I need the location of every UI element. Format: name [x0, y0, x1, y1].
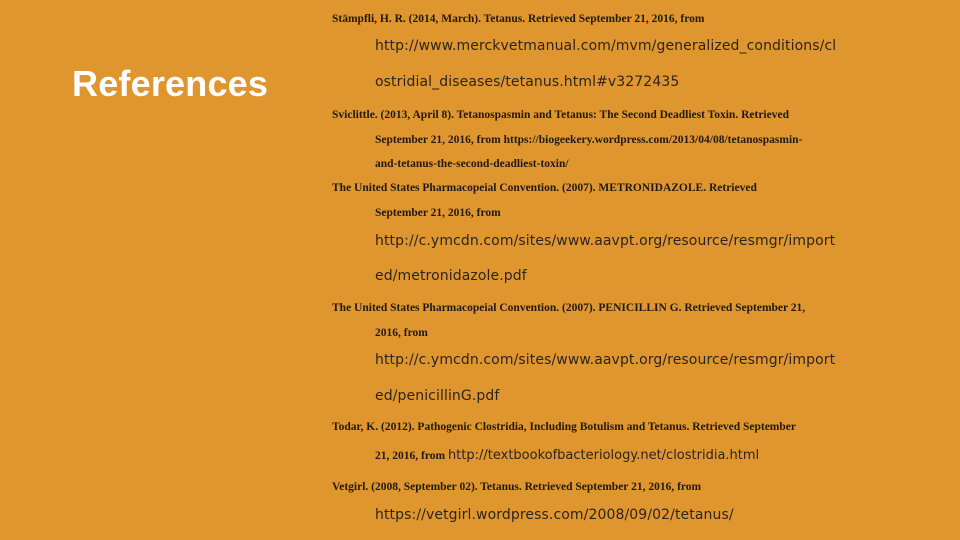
reference-citation-line: 2016, from: [375, 327, 428, 339]
reference-citation-line: Todar, K. (2012). Pathogenic Clostridia, Including Botulism and Tetanus. Retrieved September: [332, 421, 796, 433]
reference-citation-text: 21, 2016, from: [375, 450, 446, 462]
reference-url[interactable]: http://www.merckvetmanual.com/mvm/generalized_conditions/cl: [375, 38, 837, 54]
reference-url[interactable]: ed/metronidazole.pdf: [375, 268, 527, 284]
reference-citation-line: Vetgirl. (2008, September 02). Tetanus. Retrieved September 21, 2016, from: [332, 481, 702, 493]
reference-url[interactable]: ostridial_diseases/tetanus.html#v3272435: [375, 74, 680, 90]
reference-citation-line: and-tetanus-the-second-deadliest-toxin/: [375, 158, 569, 170]
reference-citation-line: The United States Pharmacopeial Convention. (2007). PENICILLIN G. Retrieved September 21,: [332, 302, 806, 314]
reference-url[interactable]: http://c.ymcdn.com/sites/www.aavpt.org/resource/resmgr/import: [375, 233, 836, 249]
reference-citation-line: Stämpfli, H. R. (2014, March). Tetanus. Retrieved September 21, 2016, from: [332, 13, 705, 25]
reference-url[interactable]: ed/penicillinG.pdf: [375, 388, 500, 404]
reference-citation-line: September 21, 2016, from https://biogeekery.wordpress.com/2013/04/08/tetanospasmin-: [375, 134, 803, 146]
reference-url[interactable]: https://vetgirl.wordpress.com/2008/09/02/tetanus/: [375, 507, 734, 523]
reference-citation-line: September 21, 2016, from: [375, 207, 501, 219]
slide-title: References: [72, 63, 269, 104]
reference-url[interactable]: http://textbookofbacteriology.net/clostridia.html: [447, 448, 760, 463]
reference-citation-line: [375, 449, 759, 463]
reference-url[interactable]: http://c.ymcdn.com/sites/www.aavpt.org/resource/resmgr/import: [375, 352, 836, 368]
reference-citation-line: The United States Pharmacopeial Convention. (2007). METRONIDAZOLE. Retrieved: [332, 182, 757, 194]
reference-citation-line: Sviclittle. (2013, April 8). Tetanospasmin and Tetanus: The Second Deadliest Toxin. Retrieved: [332, 109, 789, 121]
